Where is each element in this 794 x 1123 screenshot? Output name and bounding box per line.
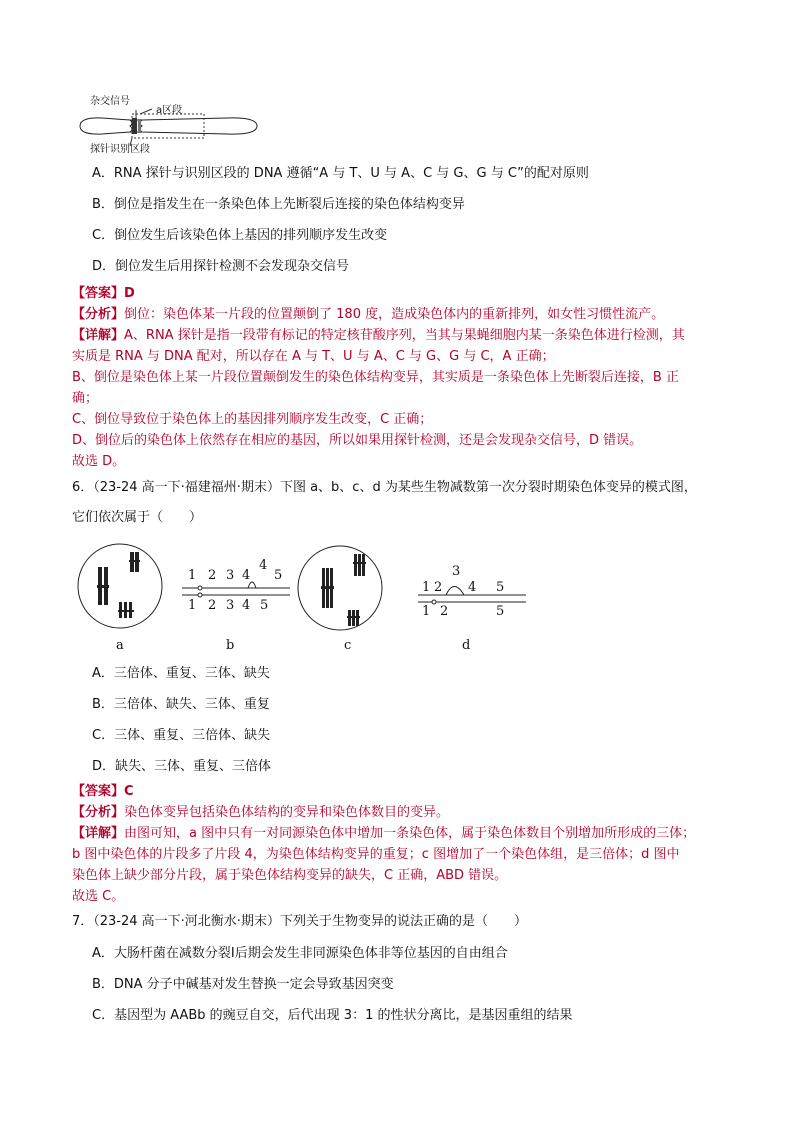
d-bottom-5: 5 bbox=[496, 604, 505, 619]
q5-analysis bbox=[72, 305, 664, 325]
q5-option-c: C．倒位发生后该染色体上基因的排列顺序发生改变 bbox=[92, 228, 388, 243]
b-bottom-1: 1 bbox=[188, 598, 197, 613]
q7-option-c: C．基因型为 AABb 的豌豆自交，后代出现 3：1 的性状分离比，是基因重组的结果 bbox=[92, 1008, 573, 1023]
q6-option-a: A．三倍体、重复、三体、缺失 bbox=[92, 666, 270, 681]
d-bottom-2: 2 bbox=[440, 604, 449, 619]
q5-detail-line-2: 实质是 RNA 与 DNA 配对，所以存在 A 与 T、U 与 A、C 与 G、G 与 C，A 正确； bbox=[72, 349, 555, 364]
detail-tag: 【详解】 bbox=[72, 328, 125, 343]
q7-stem: 7．（23-24 高一下·河北衡水·期末）下列关于生物变异的说法正确的是（ ） bbox=[72, 914, 527, 929]
q5-detail-line-3: B、倒位是染色体上某一片段位置颠倒发生的染色体结构变异，其实质是一条染色体上先断裂后连接，B 正 bbox=[72, 370, 679, 385]
q5-detail-line-6: D、倒位后的染色体上依然存在相应的基因，所以如果用探针检测，还是会发现杂交信号，D 错误。 bbox=[72, 433, 643, 448]
c-chromosomes bbox=[321, 554, 366, 626]
probe-region-label: 探针识别区段 bbox=[90, 144, 150, 155]
caption-a: a bbox=[116, 638, 124, 653]
analysis-tag: 【分析】 bbox=[72, 805, 125, 820]
q5-answer bbox=[72, 284, 135, 304]
answer-tag: 【答案】 bbox=[72, 286, 125, 301]
a-region-label: a区段 bbox=[156, 105, 183, 116]
b-top-5: 5 bbox=[274, 568, 283, 583]
caption-b: b bbox=[226, 638, 235, 653]
answer-tag: 【答案】 bbox=[72, 784, 125, 799]
caption-d: d bbox=[462, 638, 471, 653]
b-bottom-3: 3 bbox=[226, 598, 235, 613]
detail-text: 由图可知，a 图中只有一对同源染色体中增加一条染色体，属于染色体数目个别增加所形成的三体； bbox=[124, 826, 696, 841]
q6-stem-line-2: 它们依次属于（ ） bbox=[72, 510, 203, 525]
b-top-3: 3 bbox=[226, 568, 235, 583]
d-top-4: 4 bbox=[468, 580, 477, 595]
analysis-text: 倒位：染色体某一片段的位置颠倒了 180 度，造成染色体内的重新排列，如女性习惯性流产。 bbox=[124, 307, 665, 322]
hybrid-signal-label: 杂交信号 bbox=[90, 96, 130, 107]
q5-detail-line-5: C、倒位导致位于染色体上的基因排列顺序发生改变，C 正确； bbox=[72, 412, 433, 427]
answer-value: C bbox=[124, 784, 134, 799]
d-top-2: 2 bbox=[434, 580, 443, 595]
q5-option-b: B．倒位是指发生在一条染色体上先断裂后连接的染色体结构变异 bbox=[92, 197, 465, 212]
b-top-4: 4 bbox=[242, 568, 251, 583]
b-top-2: 2 bbox=[208, 568, 217, 583]
q6-chromosome-figure bbox=[72, 540, 552, 656]
q5-detail-line-4: 确； bbox=[72, 391, 99, 406]
q5-option-a: A．RNA 探针与识别区段的 DNA 遵循“A 与 T、U 与 A、C 与 G、G 与 C”的配对原则 bbox=[92, 166, 589, 181]
q6-analysis bbox=[72, 803, 449, 823]
detail-tag: 【详解】 bbox=[72, 826, 125, 841]
q5-detail-line-7: 故选 D。 bbox=[72, 454, 126, 469]
d-top-5: 5 bbox=[496, 580, 505, 595]
b-top-1: 1 bbox=[188, 568, 197, 583]
q6-option-d: D．缺失、三体、重复、三倍体 bbox=[92, 759, 272, 774]
q6-option-b: B．三倍体、缺失、三体、重复 bbox=[92, 697, 270, 712]
chromosome-probe-figure bbox=[72, 96, 272, 158]
q6-option-c: C．三体、重复、三倍体、缺失 bbox=[92, 728, 271, 743]
analysis-text: 染色体变异包括染色体结构的变异和染色体数目的变异。 bbox=[124, 805, 450, 820]
answer-value: D bbox=[124, 286, 135, 301]
q6-stem-line-1: 6．（23-24 高一下·福建福州·期末）下图 a、b、c、d 为某些生物减数第一次分裂时期染色体变异的模式图， bbox=[72, 480, 697, 495]
b-bottom-5: 5 bbox=[260, 598, 269, 613]
q6-figure-svg bbox=[72, 540, 552, 656]
q6-detail-line-4: 故选 C。 bbox=[72, 889, 125, 904]
detail-text: A、RNA 探针是指一段带有标记的特定核苷酸序列，当其与果蝇细胞内某一条染色体进行检测，其 bbox=[124, 328, 685, 343]
analysis-tag: 【分析】 bbox=[72, 307, 125, 322]
caption-c: c bbox=[344, 638, 352, 653]
q6-detail-line-3: 染色体上缺少部分片段，属于染色体结构变异的缺失，C 正确，ABD 错误。 bbox=[72, 868, 508, 883]
d-bottom-1: 1 bbox=[422, 604, 431, 619]
q5-option-d: D．倒位发生后用探针检测不会发现杂交信号 bbox=[92, 259, 350, 274]
d-top-1: 1 bbox=[422, 580, 431, 595]
q6-detail-line-1 bbox=[72, 824, 695, 844]
q7-option-b: B．DNA 分子中碱基对发生替换一定会导致基因突变 bbox=[92, 977, 394, 992]
q6-answer bbox=[72, 782, 134, 802]
b-bottom-2: 2 bbox=[208, 598, 217, 613]
q6-detail-line-2: b 图中染色体的片段多了片段 4，为染色体结构变异的重复；c 图增加了一个染色体组，是三倍体；d 图中 bbox=[72, 847, 680, 862]
a-chromosomes bbox=[97, 552, 140, 618]
q5-detail-line-1 bbox=[72, 326, 685, 346]
b-bottom-4: 4 bbox=[242, 598, 251, 613]
q7-option-a: A．大肠杆菌在减数分裂Ⅰ后期会发生非同源染色体非等位基因的自由组合 bbox=[92, 946, 508, 961]
b-top-4-dup: 4 bbox=[259, 558, 268, 573]
d-top-3: 3 bbox=[452, 564, 461, 579]
